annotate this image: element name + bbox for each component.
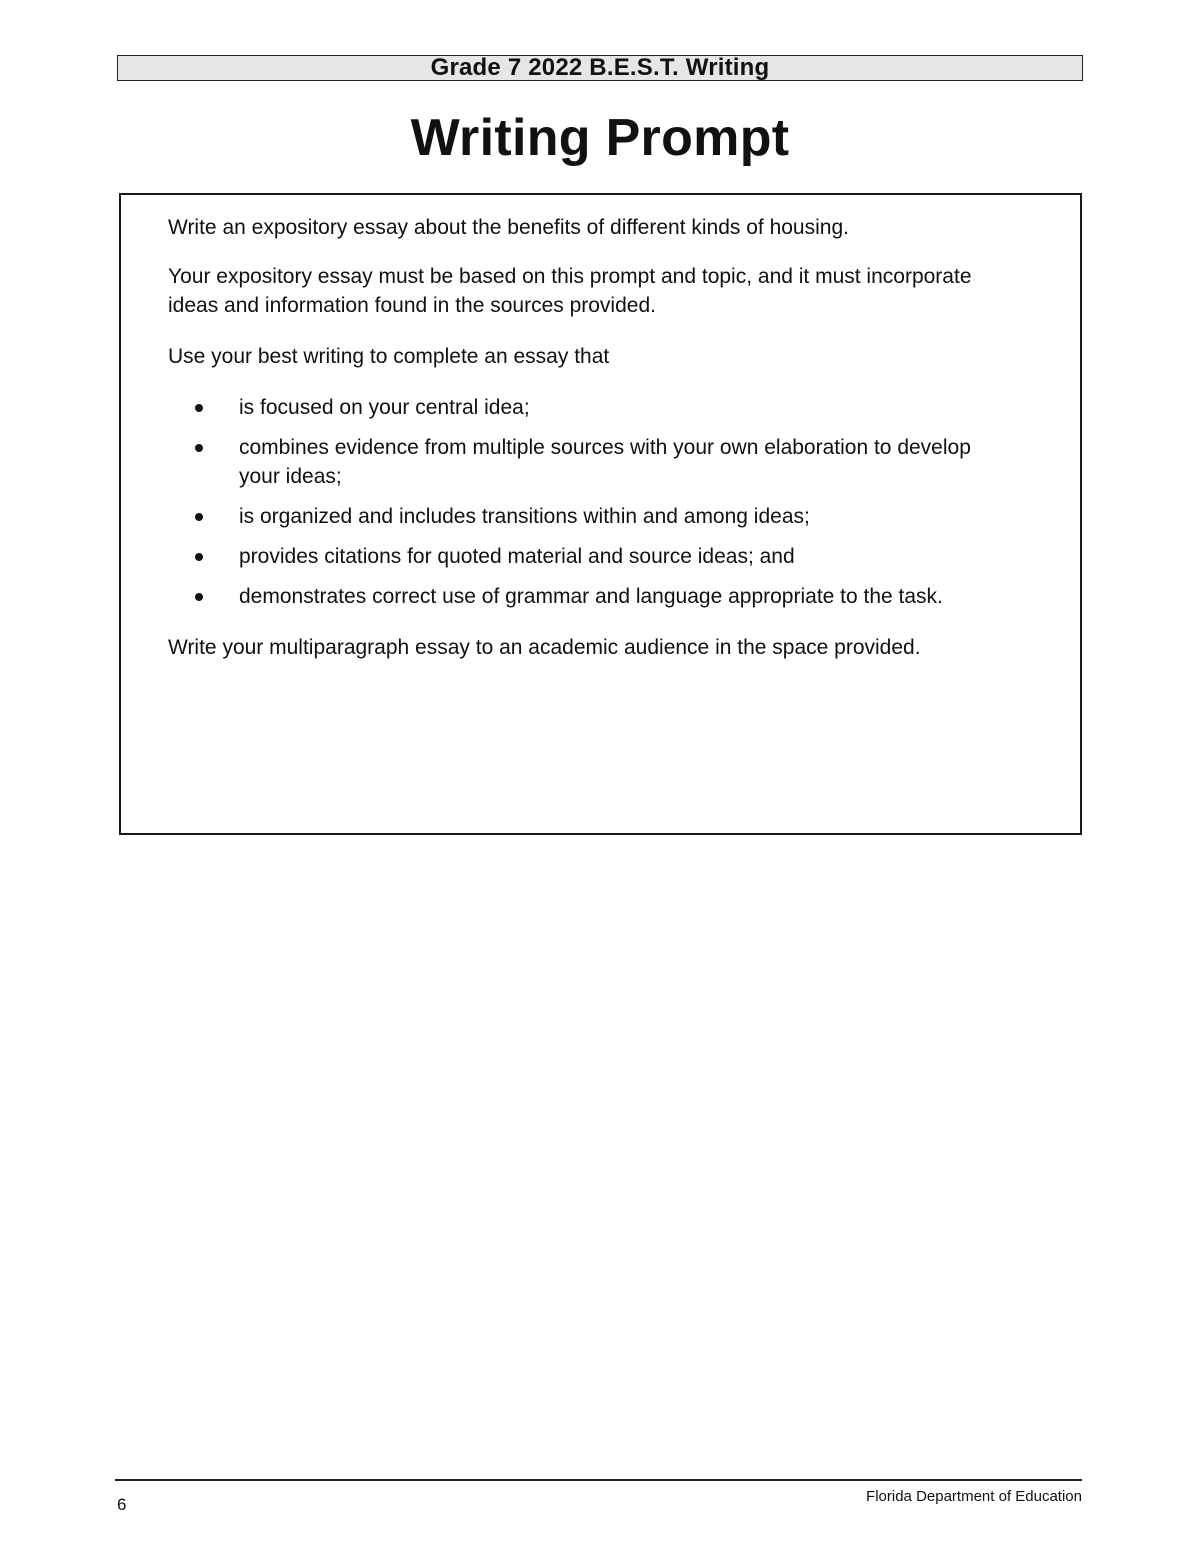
bullet-icon (195, 404, 203, 412)
header-title: Grade 7 2022 B.E.S.T. Writing (430, 54, 770, 81)
bullet-icon (195, 444, 203, 452)
criteria-list (168, 393, 1080, 611)
footer-organization: Florida Department of Education (866, 1488, 1082, 1505)
prompt-box (119, 193, 1082, 835)
criteria-item (168, 582, 999, 611)
footer-divider (115, 1479, 1082, 1481)
criteria-text: demonstrates correct use of grammar and language appropriate to the task. (239, 585, 943, 608)
criteria-text: provides citations for quoted material and source ideas; and (239, 545, 795, 568)
prompt-use-best: Use your best writing to complete an essay that (168, 345, 610, 368)
criteria-item (168, 433, 999, 491)
bullet-icon (195, 593, 203, 601)
page-number: 6 (117, 1495, 127, 1514)
prompt-closing: Write your multiparagraph essay to an academic audience in the space provided. (168, 636, 921, 659)
criteria-item (168, 393, 999, 422)
criteria-item (168, 542, 999, 571)
criteria-item (168, 502, 999, 531)
criteria-text: combines evidence from multiple sources with your own elaboration to develop your ideas; (239, 436, 971, 488)
bullet-icon (195, 553, 203, 561)
bullet-icon (195, 513, 203, 521)
criteria-text: is organized and includes transitions within and among ideas; (239, 505, 810, 528)
criteria-text: is focused on your central idea; (239, 396, 530, 419)
prompt-intro: Write an expository essay about the benefits of different kinds of housing. (168, 216, 849, 239)
prompt-based-on: Your expository essay must be based on this prompt and topic, and it must incorporate ideas and information found in the sources provided. (168, 265, 972, 317)
header-bar (117, 55, 1083, 81)
page-title: Writing Prompt (410, 109, 790, 167)
